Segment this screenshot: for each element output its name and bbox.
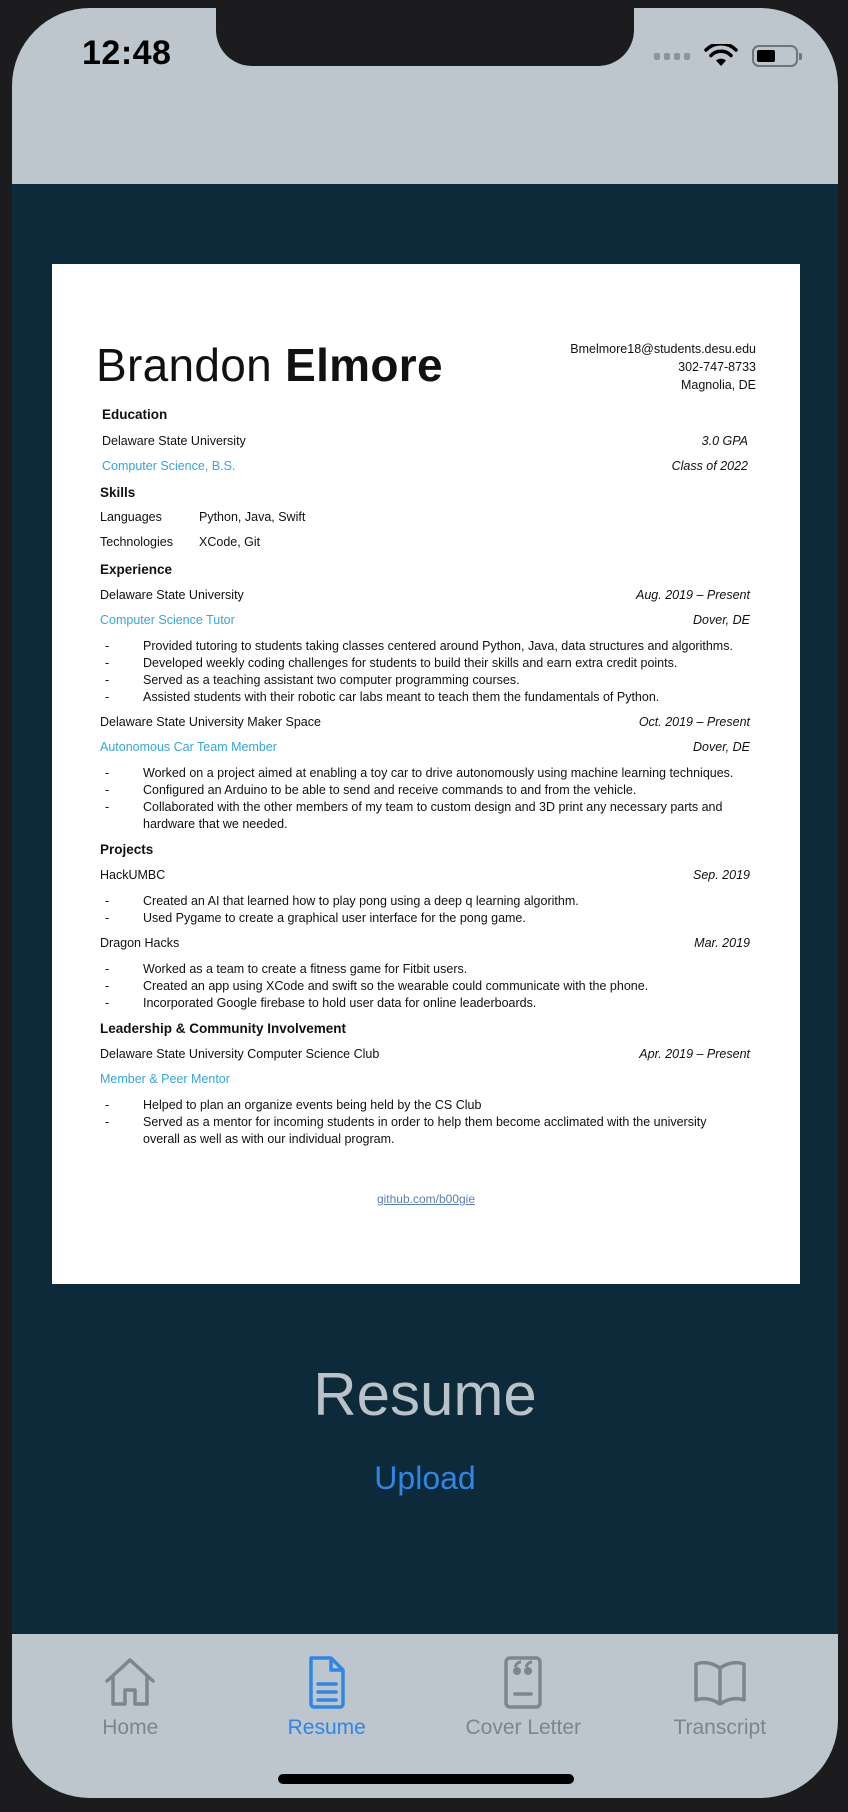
phone-screen [12, 8, 838, 1798]
job-org: Delaware State University [100, 588, 244, 602]
skills-technologies-label: Technologies [100, 535, 173, 549]
device-notch [216, 8, 634, 66]
job-dates: Oct. 2019 – Present [638, 715, 750, 729]
leadership-heading: Leadership & Community Involvement [100, 1021, 347, 1036]
projects-heading: Projects [100, 842, 154, 857]
list-item: - Helped to plan an organize events being held by the CS Club [124, 1097, 744, 1114]
upload-button[interactable]: Upload [374, 1460, 476, 1496]
project-name: HackUMBC [100, 868, 166, 882]
resume-name: Brandon Elmore [96, 339, 443, 391]
education-heading: Education [102, 407, 168, 422]
wifi-icon [704, 44, 738, 68]
experience-heading: Experience [100, 562, 173, 577]
github-link[interactable]: github.com/b00gie [376, 1192, 476, 1206]
list-item: - Worked as a team to create a fitness game for Fitbit users. [124, 961, 744, 978]
education-class: Class of 2022 [671, 459, 748, 473]
status-time: 12:48 [82, 34, 172, 72]
tab-label: Home [102, 1716, 159, 1739]
list-item: - Created an app using XCode and swift so the wearable could communicate with the phone. [124, 978, 744, 995]
skills-heading: Skills [100, 485, 136, 500]
book-icon [692, 1654, 748, 1710]
list-item: - Served as a teaching assistant two computer programming courses. [124, 672, 744, 689]
education-degree: Computer Science, B.S. [102, 459, 236, 473]
home-indicator[interactable] [278, 1774, 574, 1784]
job-place: Dover, DE [693, 613, 750, 627]
skills-technologies: XCode, Git [199, 535, 261, 549]
contact-email: Bmelmore18@students.desu.edu [570, 342, 756, 356]
list-item: - Created an AI that learned how to play pong using a deep q learning algorithm. [124, 893, 744, 910]
education-school: Delaware State University [102, 434, 246, 448]
tab-label: Transcript [673, 1716, 767, 1739]
project-name: Dragon Hacks [100, 936, 180, 950]
page-title: Resume [313, 1361, 537, 1428]
contact-phone: 302-747-8733 [678, 360, 756, 374]
resume-preview[interactable] [52, 264, 800, 1284]
list-item: - Assisted students with their robotic car labs meant to teach them the fundamentals of Python. [124, 689, 744, 706]
job-role: Autonomous Car Team Member [100, 740, 277, 754]
education-gpa: 3.0 GPA [701, 434, 748, 448]
document-icon [299, 1654, 355, 1710]
quote-document-icon [495, 1654, 551, 1710]
list-item: - Developed weekly coding challenges for students to build their skills and earn extra credit points. [124, 655, 744, 672]
job-dates: Aug. 2019 – Present [636, 588, 750, 602]
cellular-signal-icon [654, 53, 690, 60]
tab-transcript[interactable] [625, 1654, 815, 1798]
list-item: - Configured an Arduino to be able to send and receive commands to and from the vehicle. [124, 782, 744, 799]
job-role: Computer Science Tutor [100, 613, 235, 627]
leadership-org: Delaware State University Computer Science Club [100, 1047, 380, 1061]
list-item: - Used Pygame to create a graphical user interface for the pong game. [124, 910, 744, 927]
contact-location: Magnolia, DE [680, 378, 756, 392]
tab-label: Resume [287, 1716, 366, 1739]
tab-home[interactable] [35, 1654, 225, 1798]
battery-icon [752, 45, 798, 67]
project-date: Sep. 2019 [693, 868, 750, 882]
leadership-role: Member & Peer Mentor [100, 1072, 230, 1086]
resume-contact [570, 340, 756, 394]
list-item: - Incorporated Google firebase to hold user data for online leaderboards. [124, 995, 744, 1012]
job-org: Delaware State University Maker Space [100, 715, 321, 729]
list-item: - Provided tutoring to students taking classes centered around Python, Java, data structures and algorithms. [124, 638, 744, 655]
house-icon [102, 1654, 158, 1710]
job-place: Dover, DE [693, 740, 750, 754]
list-item: - Collaborated with the other members of my team to custom design and 3D print any necessary parts and hardware that we needed. [124, 799, 744, 833]
tab-label: Cover Letter [465, 1716, 582, 1739]
list-item: - Worked on a project aimed at enabling a toy car to drive autonomously using machine learning techniques. [124, 765, 744, 782]
status-icons [654, 44, 798, 68]
skills-languages-label: Languages [100, 510, 162, 524]
project-date: Mar. 2019 [694, 936, 750, 950]
leadership-dates: Apr. 2019 – Present [639, 1047, 750, 1061]
list-item: - Served as a mentor for incoming students in order to help them become acclimated with the university overall as well as with our individual program. [124, 1114, 744, 1148]
skills-languages: Python, Java, Swift [199, 510, 306, 524]
